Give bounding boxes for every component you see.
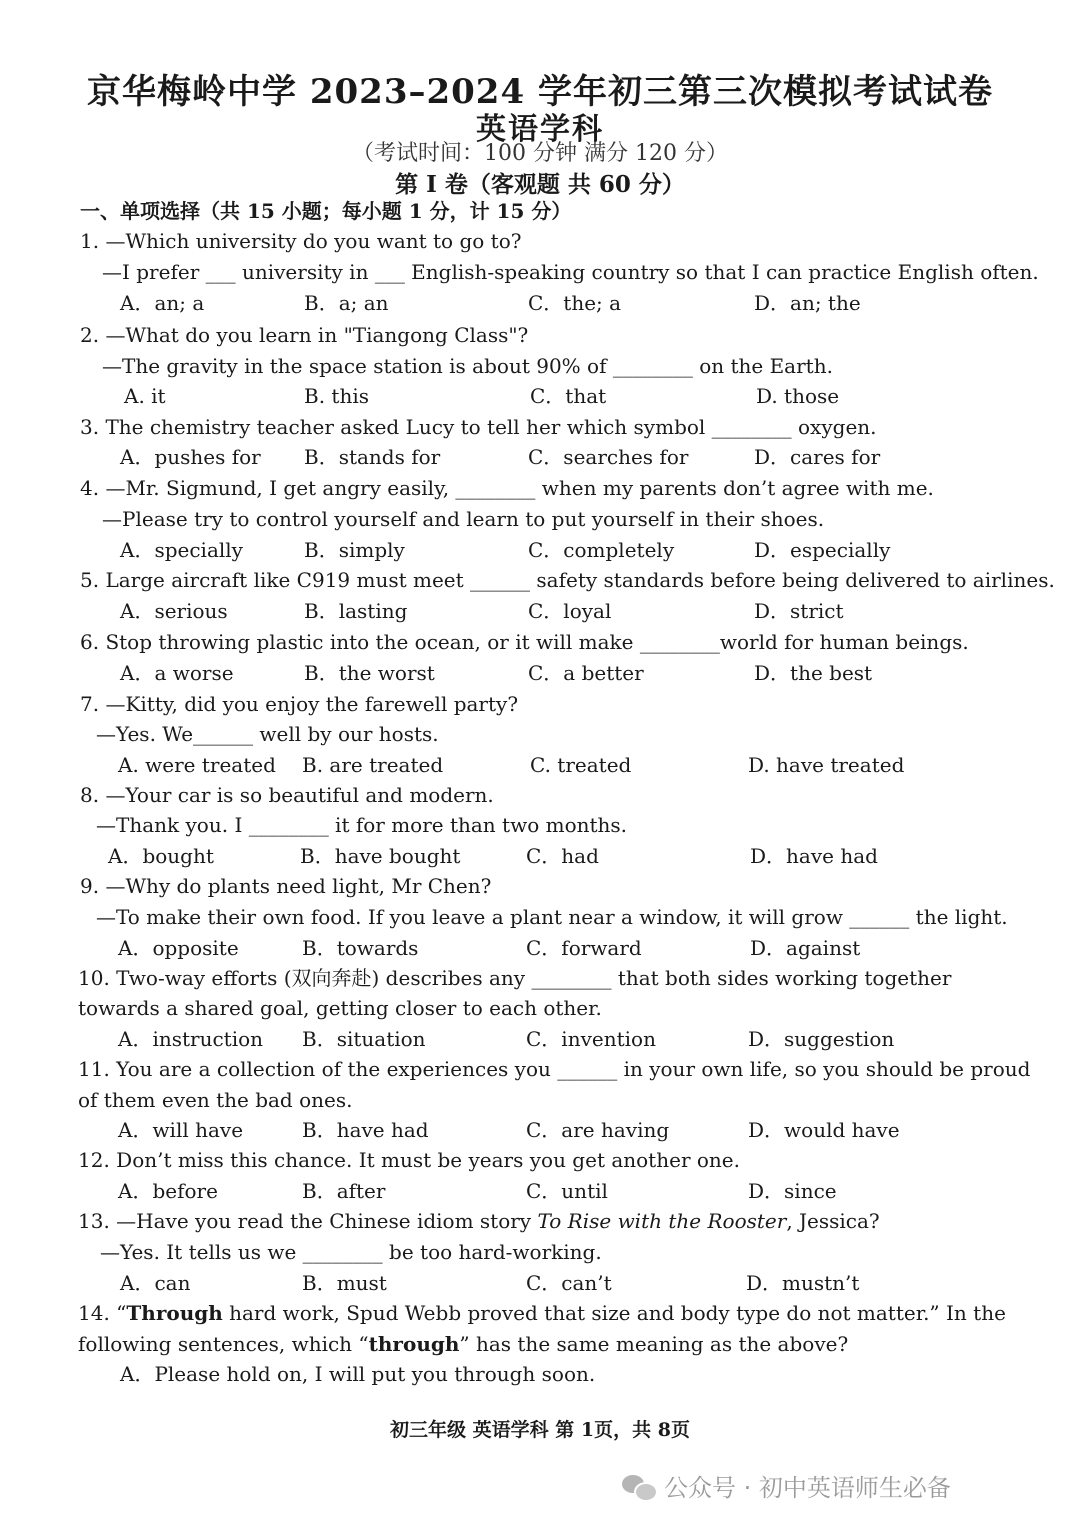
q6-option-d: D．the best xyxy=(754,661,873,685)
q4-option-a: A．specially xyxy=(120,538,243,562)
q9-stem-2: —To make their own food. If you leave a plant near a window, it will grow ______ the light. xyxy=(96,905,1008,929)
q8-stem-2: —Thank you. I ________ it for more than two months. xyxy=(96,813,628,837)
q14-option-a: A．Please hold on, I will put you through soon. xyxy=(120,1362,596,1386)
q2-option-b: B. this xyxy=(304,384,369,408)
q9-option-c: C．forward xyxy=(526,936,642,960)
q6-option-b: B．the worst xyxy=(304,661,435,685)
q5-option-c: C．loyal xyxy=(528,599,612,623)
q3-stem: 3. The chemistry teacher asked Lucy to tell her which symbol ________ oxygen. xyxy=(80,415,877,439)
section-heading: 一、单项选择（共 15 小题；每小题 1 分，计 15 分） xyxy=(80,199,572,223)
q10-option-b: B．situation xyxy=(302,1027,426,1051)
q1-option-c: C．the; a xyxy=(528,291,622,315)
q5-option-b: B．lasting xyxy=(304,599,408,623)
watermark-text: 公众号 · 初中英语师生必备 xyxy=(664,1474,951,1502)
exam-info: （考试时间：100 分钟 满分 120 分） xyxy=(352,141,728,166)
q13-option-d: D．mustn’t xyxy=(746,1271,860,1295)
q4-stem: 4. —Mr. Sigmund, I get angry easily, ________ when my parents don’t agree with me. xyxy=(80,476,934,500)
q9-option-d: D．against xyxy=(750,936,861,960)
idiom-title: To Rise with the Rooster xyxy=(537,1209,787,1233)
q3-option-b: B．stands for xyxy=(304,445,441,469)
q2-option-c: C．that xyxy=(530,384,607,408)
through-bold-1: Through xyxy=(126,1301,223,1325)
q10-stem: 10. Two-way efforts (双向奔赴) describes any ________ that both sides working together xyxy=(78,966,952,990)
q5-stem: 5. Large aircraft like C919 must meet ______ safety standards before being delivered to airlines. xyxy=(80,568,1055,592)
q9-option-a: A．opposite xyxy=(118,936,239,960)
q2-option-d: D. those xyxy=(756,384,840,408)
q2-option-a: A. it xyxy=(124,384,166,408)
watermark xyxy=(622,1468,951,1503)
wechat-icon xyxy=(622,1472,656,1500)
q11-stem: 11. You are a collection of the experiences you ______ in your own life, so you should be proud xyxy=(78,1057,1031,1081)
q3-option-d: D．cares for xyxy=(754,445,881,469)
q8-option-b: B．have bought xyxy=(300,844,461,868)
q12-option-d: D．since xyxy=(748,1179,837,1203)
q8-stem: 8. —Your car is so beautiful and modern. xyxy=(80,783,494,807)
q12-stem: 12. Don’t miss this chance. It must be years you get another one. xyxy=(78,1148,740,1172)
q13-option-b: B．must xyxy=(302,1271,387,1295)
q1-option-b: B．a; an xyxy=(304,291,389,315)
q8-option-c: C．had xyxy=(526,844,599,868)
q11-option-a: A．will have xyxy=(118,1118,244,1142)
q7-option-a: A. were treated xyxy=(118,753,276,777)
q4-option-d: D．especially xyxy=(754,538,891,562)
page-footer: 初三年级 英语学科 第 1页，共 8页 xyxy=(390,1419,690,1441)
q11-stem-2: of them even the bad ones. xyxy=(78,1088,353,1112)
q10-option-d: D．suggestion xyxy=(748,1027,895,1051)
q8-option-a: A．bought xyxy=(108,844,214,868)
q10-option-c: C．invention xyxy=(526,1027,656,1051)
q2-stem: 2. —What do you learn in "Tiangong Class"? xyxy=(80,323,529,347)
q13-option-c: C．can’t xyxy=(526,1271,612,1295)
q4-stem-2: —Please try to control yourself and learn to put yourself in their shoes. xyxy=(102,507,825,531)
q13-option-a: A．can xyxy=(120,1271,191,1295)
q12-option-a: A．before xyxy=(118,1179,218,1203)
q11-option-b: B．have had xyxy=(302,1118,429,1142)
q3-option-c: C．searches for xyxy=(528,445,689,469)
q1-stem-2: —I prefer ___ university in ___ English-speaking country so that I can practice English often. xyxy=(102,260,1039,284)
q11-option-d: D．would have xyxy=(748,1118,900,1142)
q7-stem-2: —Yes. We______ well by our hosts. xyxy=(96,722,439,746)
q7-option-d: D. have treated xyxy=(748,753,905,777)
q5-option-d: D．strict xyxy=(754,599,844,623)
q1-stem: 1. —Which university do you want to go to? xyxy=(80,229,522,253)
q13-stem-2: —Yes. It tells us we ________ be too hard-working. xyxy=(100,1240,602,1264)
q14-stem-2: following sentences, which “through” has the same meaning as the above? xyxy=(78,1332,849,1356)
q9-stem: 9. —Why do plants need light, Mr Chen? xyxy=(80,874,492,898)
q7-option-c: C. treated xyxy=(530,753,632,777)
q11-option-c: C．are having xyxy=(526,1118,670,1142)
q12-option-c: C．until xyxy=(526,1179,608,1203)
q7-stem: 7. —Kitty, did you enjoy the farewell party? xyxy=(80,692,519,716)
q12-option-b: B．after xyxy=(302,1179,386,1203)
q13-stem: 13. —Have you read the Chinese idiom story To Rise with the Rooster, Jessica? xyxy=(78,1209,880,1233)
q4-option-b: B．simply xyxy=(304,538,405,562)
q3-option-a: A．pushes for xyxy=(120,445,261,469)
q10-option-a: A．instruction xyxy=(118,1027,264,1051)
q7-option-b: B. are treated xyxy=(302,753,444,777)
q14-stem: 14. “Through hard work, Spud Webb proved that size and body type do not matter.” In the xyxy=(78,1301,1006,1325)
q4-option-c: C．completely xyxy=(528,538,675,562)
q10-stem-2: towards a shared goal, getting closer to each other. xyxy=(78,996,602,1020)
q6-option-c: C．a better xyxy=(528,661,644,685)
q2-stem-2: —The gravity in the space station is about 90% of ________ on the Earth. xyxy=(102,354,833,378)
q6-stem: 6. Stop throwing plastic into the ocean, or it will make ________world for human beings. xyxy=(80,630,969,654)
subject-title: 英语学科 xyxy=(476,112,604,147)
q8-option-d: D．have had xyxy=(750,844,878,868)
q1-option-d: D．an; the xyxy=(754,291,861,315)
through-bold-2: through xyxy=(368,1332,460,1356)
exam-title: 京华梅岭中学 2023–2024 学年初三第三次模拟考试试卷 xyxy=(87,72,993,112)
part-title: 第 I 卷（客观题 共 60 分） xyxy=(395,171,685,198)
q1-option-a: A．an; a xyxy=(120,291,205,315)
q5-option-a: A．serious xyxy=(120,599,228,623)
q6-option-a: A．a worse xyxy=(120,661,234,685)
q9-option-b: B．towards xyxy=(302,936,419,960)
